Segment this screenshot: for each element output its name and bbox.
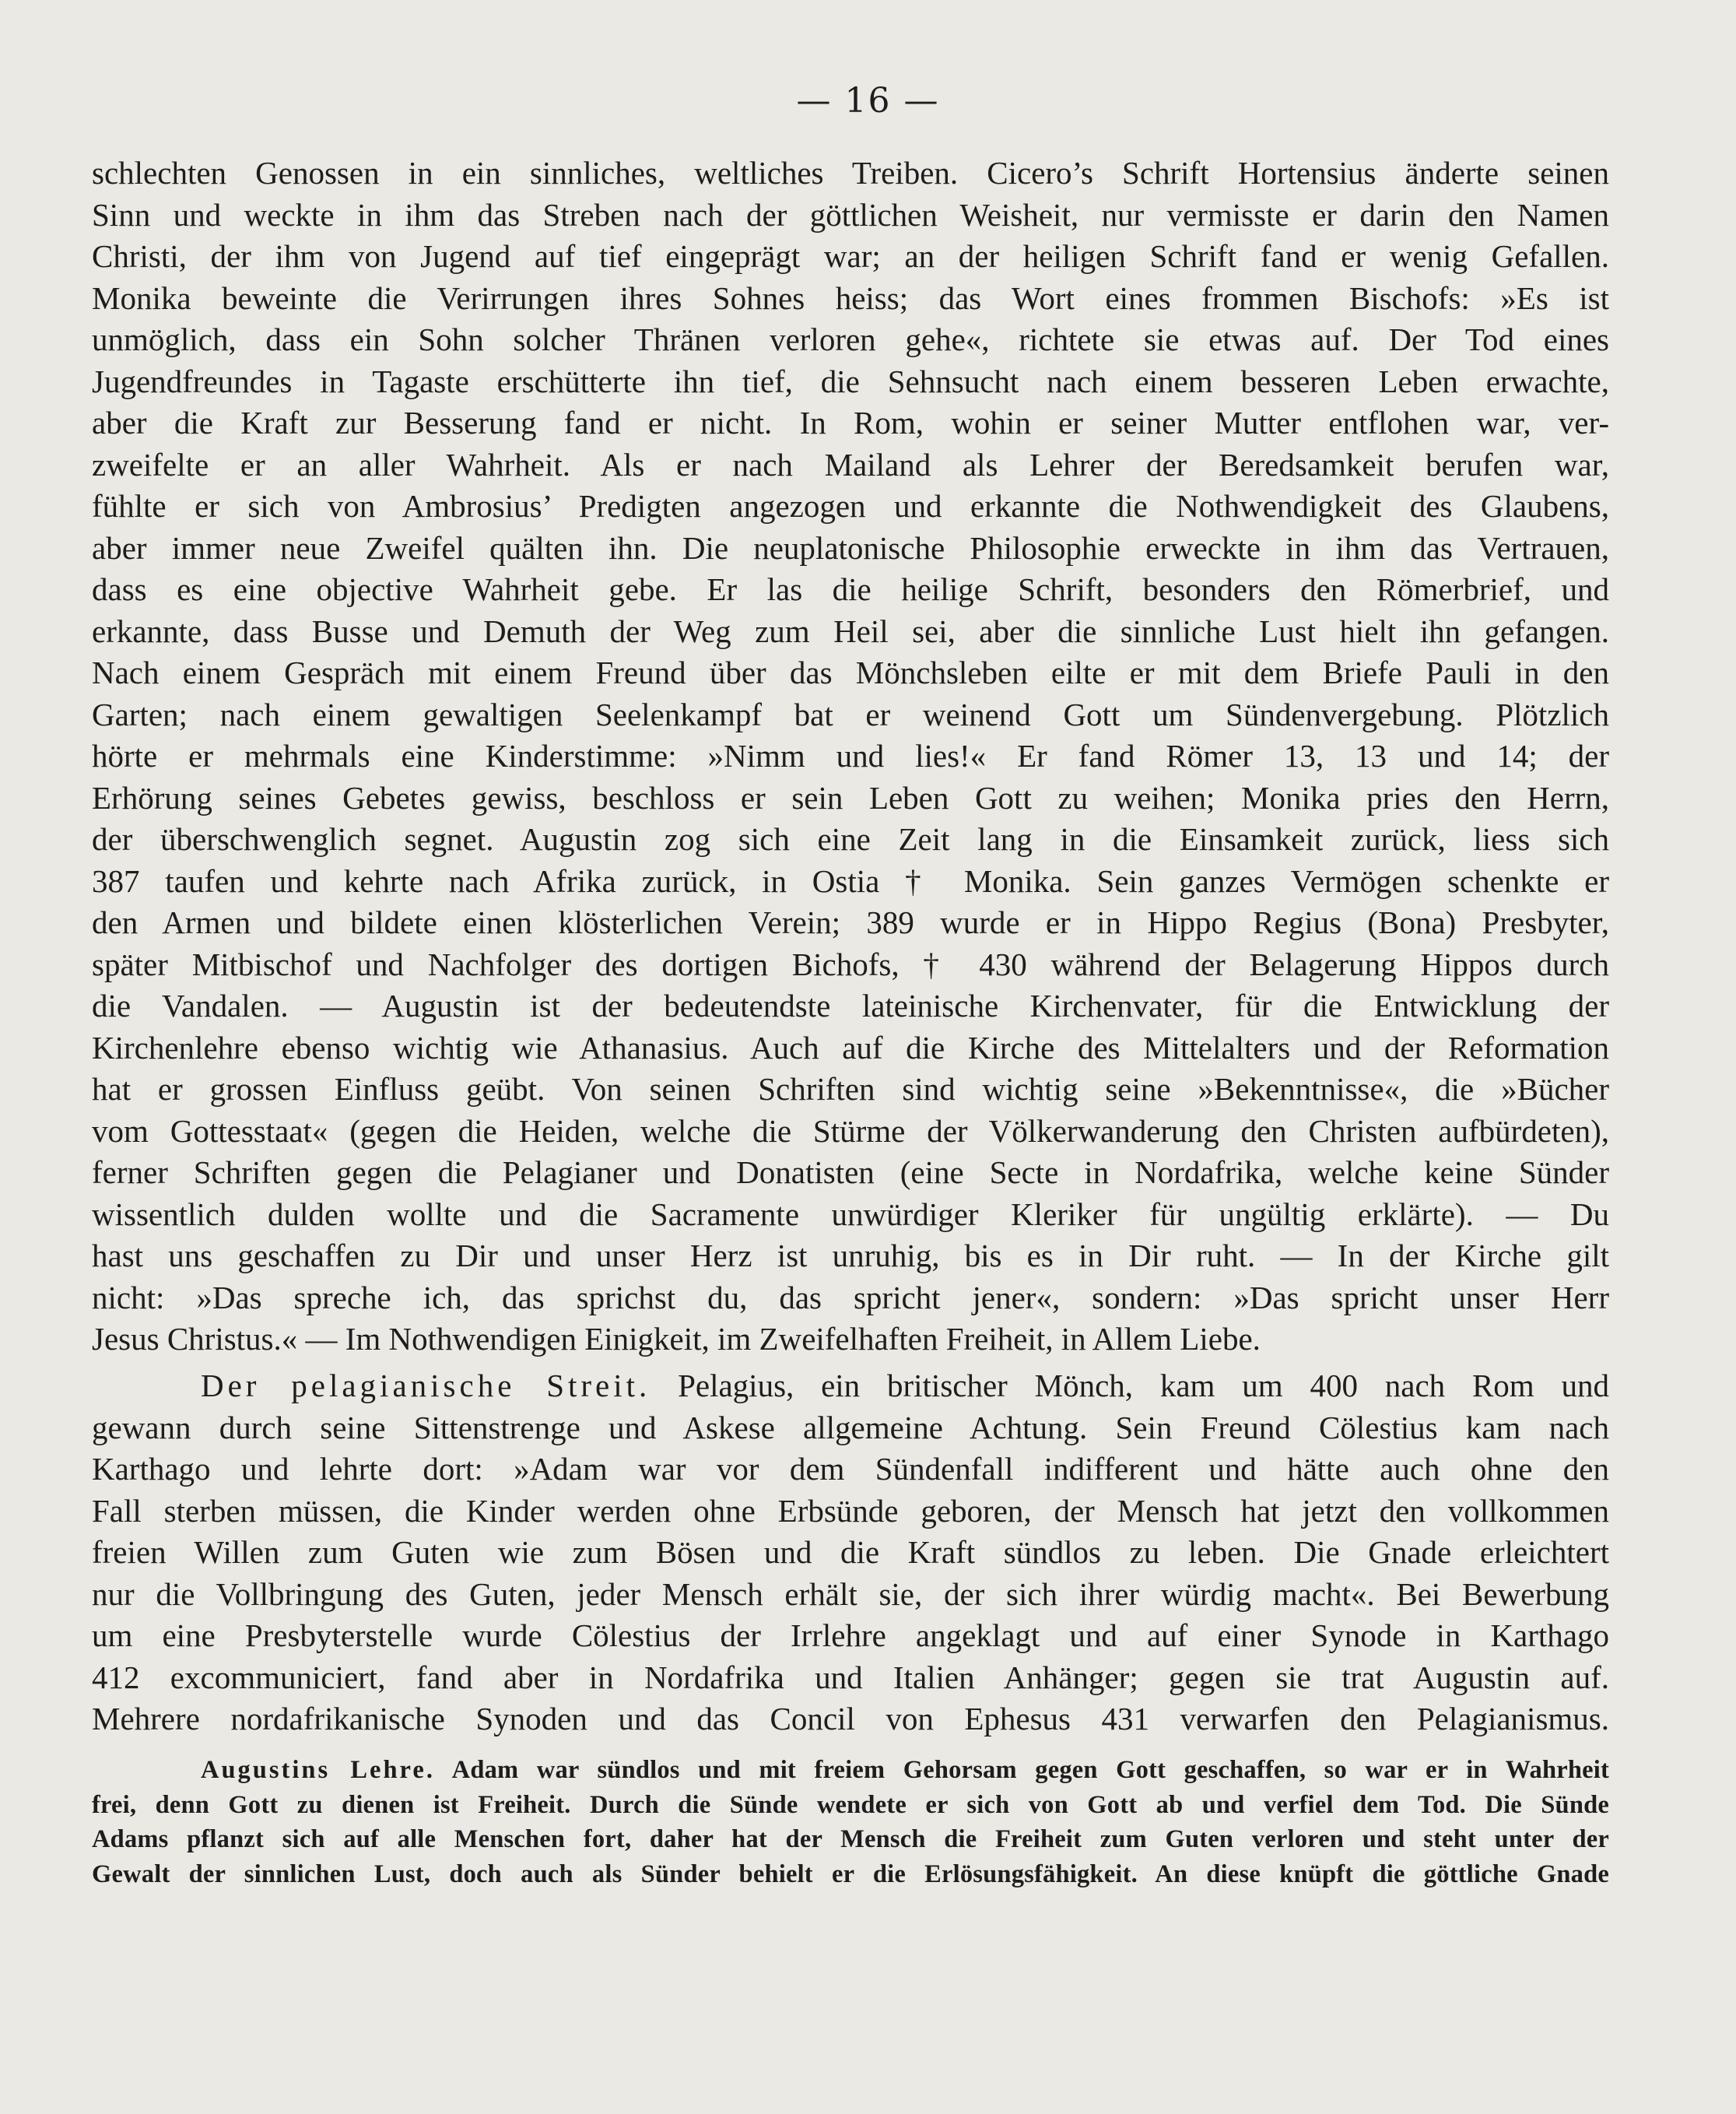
note-first-line (92, 1753, 1609, 1788)
footnote-block (92, 1753, 1609, 1891)
page-number: — 16 — (796, 81, 940, 121)
text-line: um eine Presbyterstelle wurde Cölestius der Irrlehre angeklagt und auf einer Synode in Karthago (92, 1617, 1609, 1653)
text-line: freien Willen zum Guten wie zum Bösen und die Kraft sündlos zu leben. Die Gnade erleichtert (92, 1534, 1609, 1570)
text-line: dass es eine objective Wahrheit gebe. Er las die heilige Schrift, besonders den Römerbrief, und (92, 571, 1609, 607)
text-line: Jesus Christus.« — Im Nothwendigen Einigkeit, im Zweifelhaften Freiheit, in Allem Liebe. (92, 1321, 1261, 1357)
text-line: zweifelte er an aller Wahrheit. Als er nach Mailand als Lehrer der Beredsamkeit berufen war, (92, 446, 1609, 483)
text-line: aber immer neue Zweifel quälten ihn. Die neuplatonische Philosophie erweckte in ihm das Vertrauen, (92, 529, 1609, 566)
text-line: Sinn und weckte in ihm das Streben nach der göttlichen Weisheit, nur vermisste er darin den Namen (92, 196, 1609, 233)
text-line: Fall sterben müssen, die Kinder werden ohne Erbsünde geboren, der Mensch hat jetzt den vollkommen (92, 1492, 1609, 1529)
text-line: Garten; nach einem gewaltigen Seelenkampf bat er weinend Gott um Sündenvergebung. Plötzlich (92, 696, 1609, 732)
note-line: Adams pflanzt sich auf alle Menschen fort, daher hat der Mensch die Freiheit zum Guten verloren und steht unter der (92, 1825, 1609, 1853)
text-line: die Vandalen. — Augustin ist der bedeutendste lateinische Kirchenvater, für die Entwicklung der (92, 988, 1609, 1024)
text-line: fühlte er sich von Ambrosius’ Predigten angezogen und erkannte die Nothwendigkeit des Glaubens, (92, 488, 1609, 524)
text-line: schlechten Genossen in ein sinnliches, weltliches Treiben. Cicero’s Schrift Hortensius änderte seinen (92, 155, 1609, 191)
text-line: wissentlich dulden wollte und die Sacramente unwürdiger Kleriker für ungültig erklärte). — Du (92, 1196, 1609, 1232)
text-line: den Armen und bildete einen klösterlichen Verein; 389 wurde er in Hippo Regius (Bona) Presbyter, (92, 904, 1609, 940)
section-heading: Der pelagianische Streit. (201, 1368, 651, 1403)
text-line: Monika beweinte die Verirrungen ihres Sohnes heiss; das Wort eines frommen Bischofs: »Es ist (92, 279, 1609, 316)
text-line: erkannte, dass Busse und Demuth der Weg zum Heil sei, aber die sinnliche Lust hielt ihn gefangen. (92, 613, 1609, 649)
text-line: Karthago und lehrte dort: »Adam war vor dem Sündenfall indifferent und hätte auch ohne den (92, 1451, 1609, 1487)
text-line: Jugendfreundes in Tagaste erschütterte ihn tief, die Sehnsucht nach einem besseren Leben erwachte, (92, 363, 1609, 399)
text-line: 387 taufen und kehrte nach Afrika zurück, in Ostia † Monika. Sein ganzes Vermögen schenkte er (92, 862, 1609, 899)
text-line: nicht: »Das spreche ich, das sprichst du, das spricht jener«, sondern: »Das spricht unser Herr (92, 1279, 1609, 1315)
text-line: gewann durch seine Sittenstrenge und Askese allgemeine Achtung. Sein Freund Cölestius kam nach (92, 1409, 1609, 1445)
text-line: Nach einem Gespräch mit einem Freund über das Mönchsleben eilte er mit dem Briefe Pauli in den (92, 655, 1609, 690)
text-line: ferner Schriften gegen die Pelagianer und Donatisten (eine Secte in Nordafrika, welche keine Sünder (92, 1154, 1609, 1190)
text-line: später Mitbischof und Nachfolger des dortigen Bichofs, † 430 während der Belagerung Hippos durch (92, 946, 1609, 982)
text-line: 412 excommuniciert, fand aber in Nordafrika und Italien Anhänger; gegen sie trat Augustin auf. (92, 1659, 1609, 1695)
text-line: nur die Vollbringung des Guten, jeder Mensch erhält sie, der sich ihrer würdig macht«. Bei Bewerbung (92, 1575, 1609, 1612)
text-line: unmöglich, dass ein Sohn solcher Thränen verloren gehe«, richtete sie etwas auf. Der Tod eines (92, 321, 1609, 357)
text-line: hörte er mehrmals eine Kinderstimme: »Nimm und lies!« Er fand Römer 13, 13 und 14; der (92, 738, 1609, 774)
text-line: Erhörung seines Gebetes gewiss, beschloss er sein Leben Gott zu weihen; Monika pries den Herrn, (92, 779, 1609, 816)
text-line: Kirchenlehre ebenso wichtig wie Athanasius. Auch auf die Kirche des Mittelalters und der Reformation (92, 1029, 1609, 1066)
text-line: vom Gottesstaat« (gegen die Heiden, welche die Stürme der Völkerwanderung den Christen aufbürdeten), (92, 1112, 1609, 1149)
note-heading: Augustins Lehre. (201, 1756, 435, 1784)
section-first-line (92, 1365, 1609, 1407)
section-paragraph (92, 1365, 1609, 1740)
text-line: aber die Kraft zur Besserung fand er nicht. In Rom, wohin er seiner Mutter entflohen war, ver- (92, 405, 1609, 441)
note-line: frei, denn Gott zu dienen ist Freiheit. Durch die Sünde wendete er sich von Gott ab und verfiel dem Tod. Die Sünde (92, 1790, 1609, 1819)
note-first-line-text: Adam war sündlos und mit freiem Gehorsam gegen Gott geschaffen, so war er in Wahrheit (451, 1756, 1609, 1784)
text-line: hat er grossen Einfluss geübt. Von seinen Schriften sind wichtig seine »Bekenntnisse«, die »Bücher (92, 1071, 1609, 1107)
text-line: Mehrere nordafrikanische Synoden und das Concil von Ephesus 431 verwarfen den Pelagianismus. (92, 1701, 1609, 1736)
section-first-line-text: Pelagius, ein britischer Mönch, kam um 400 nach Rom und (678, 1368, 1610, 1403)
note-line: Gewalt der sinnlichen Lust, doch auch als Sünder behielt er die Erlösungsfähigkeit. An diese knüpft die göttliche Gnade (92, 1859, 1609, 1888)
text-line: Christi, der ihm von Jugend auf tief eingeprägt war; an der heiligen Schrift fand er wenig Gefallen. (92, 238, 1609, 274)
body-paragraph (92, 153, 1609, 1361)
text-line: hast uns geschaffen zu Dir und unser Herz ist unruhig, bis es in Dir ruht. — In der Kirche gilt (92, 1238, 1609, 1273)
text-line: der überschwenglich segnet. Augustin zog sich eine Zeit lang in die Einsamkeit zurück, liess sich (92, 821, 1609, 857)
